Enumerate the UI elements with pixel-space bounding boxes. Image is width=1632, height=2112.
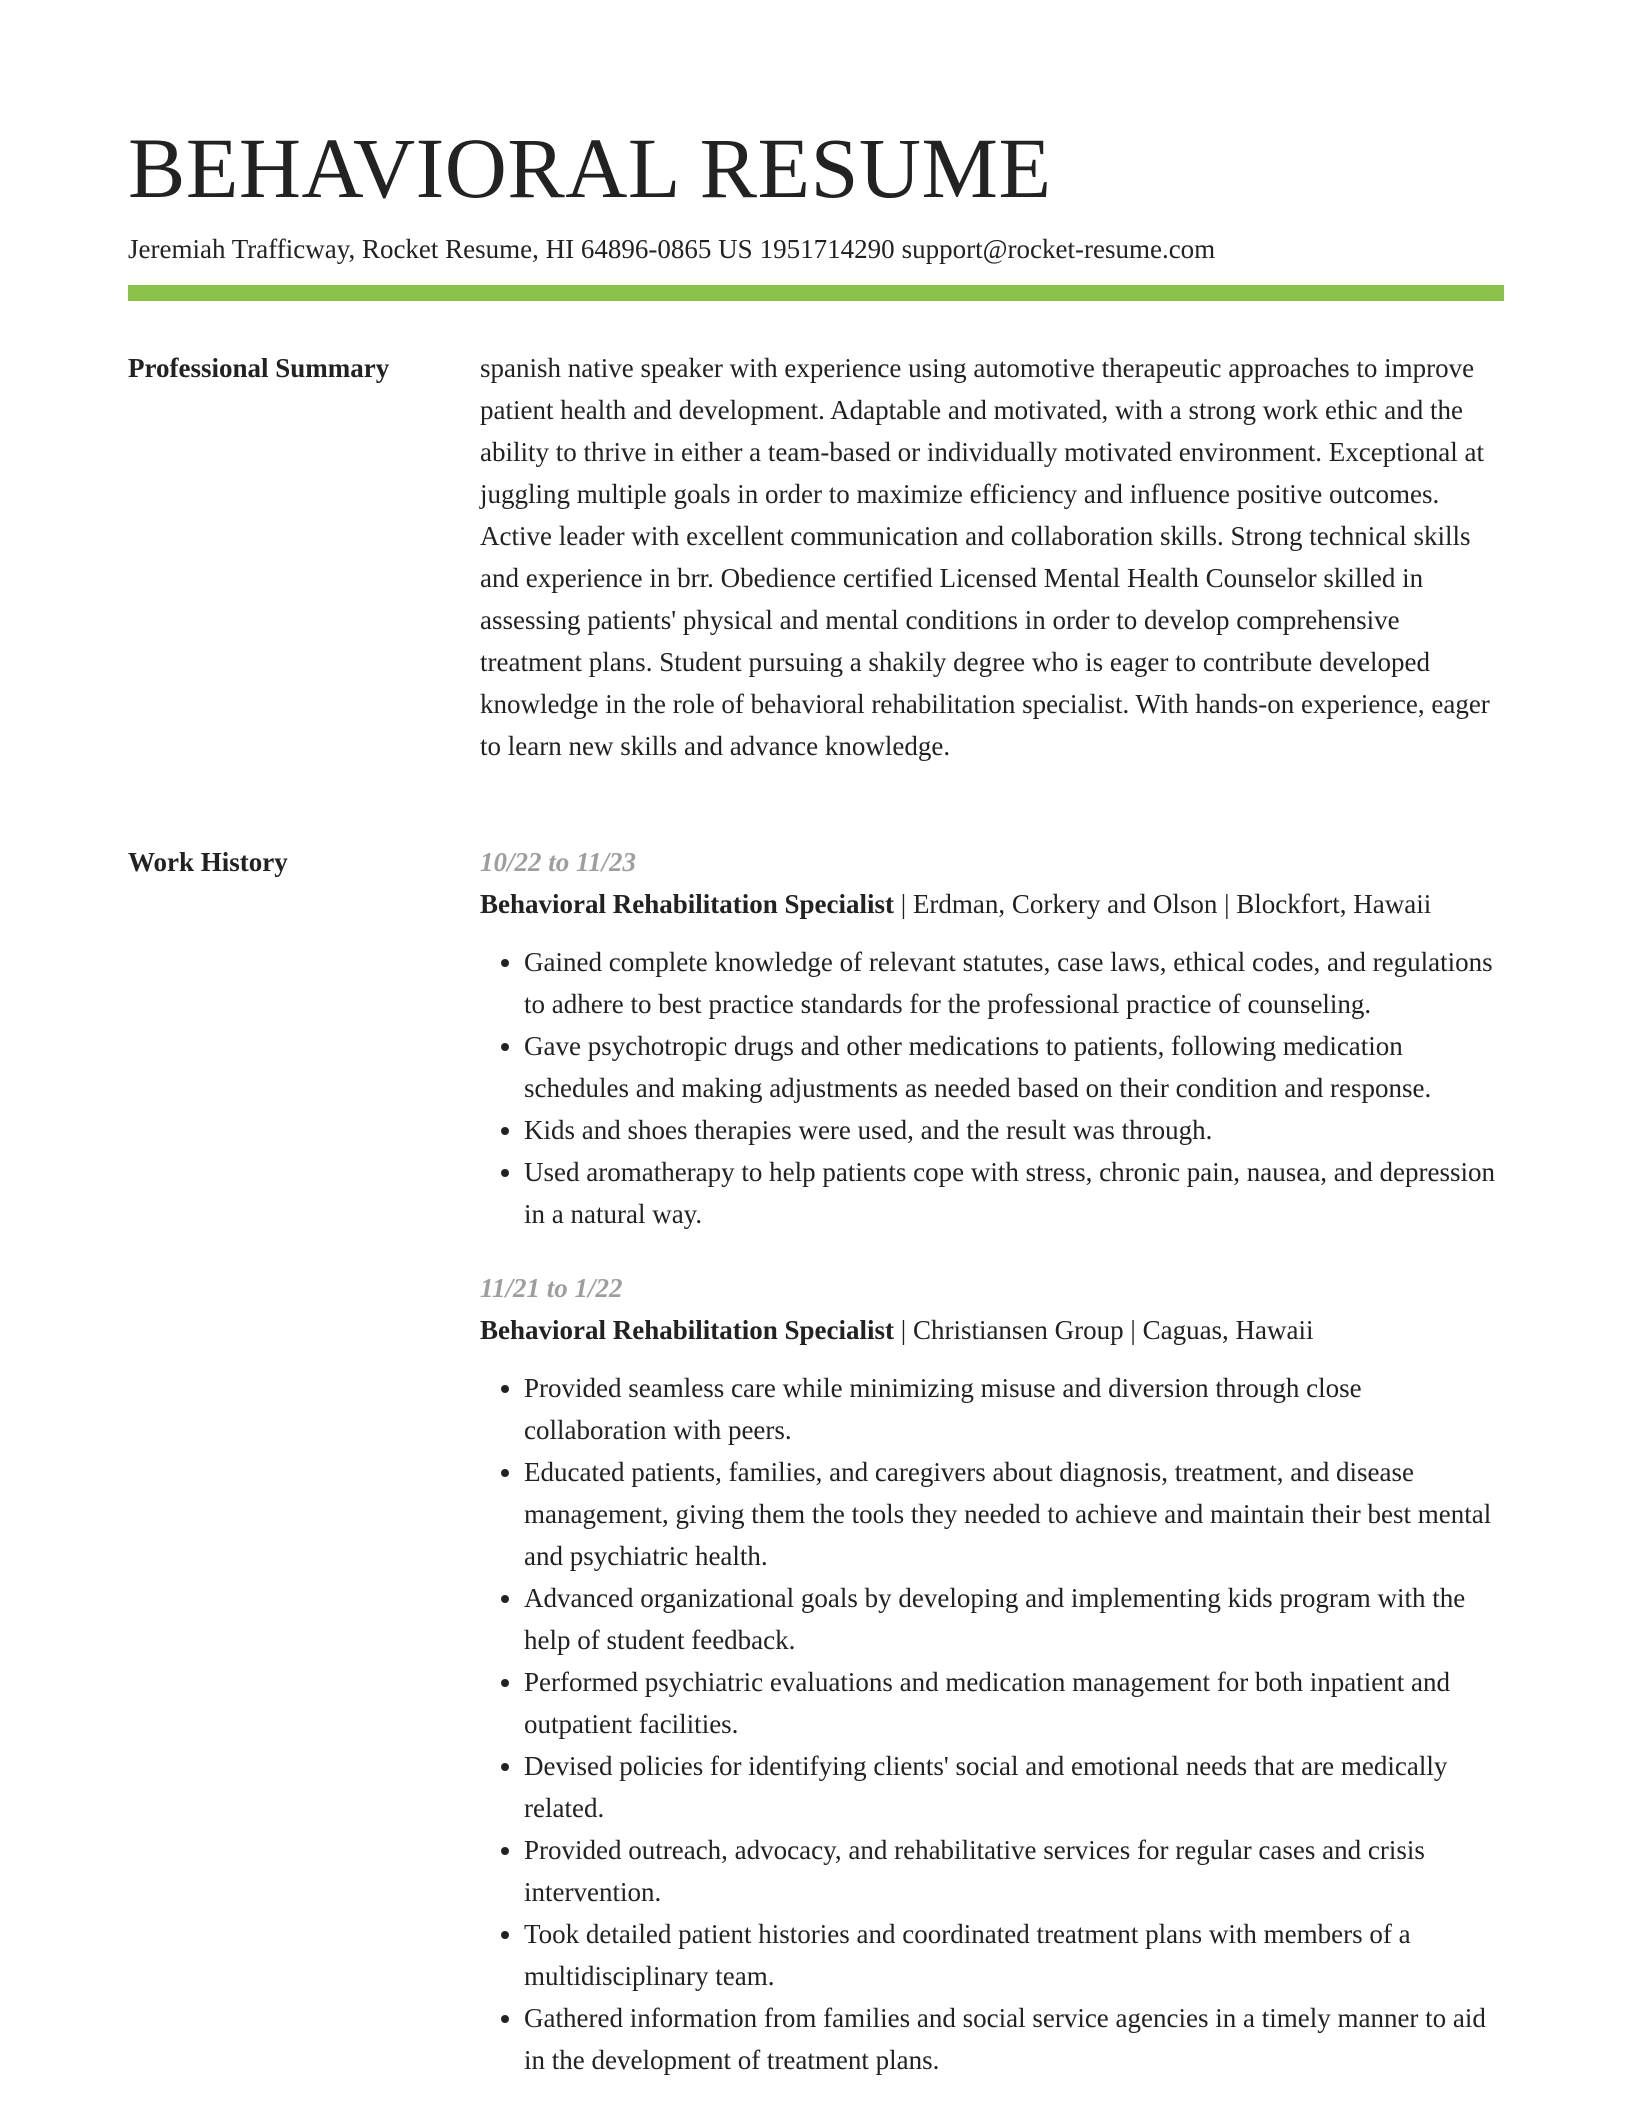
job-bullet: • Kids and shoes therapies were used, and the result was through.: [524, 1109, 1504, 1151]
summary-body: [480, 347, 1504, 767]
job-bullet-list: [480, 1367, 1504, 2081]
job-bullet: • Gathered information from families and social service agencies in a timely manner to aid in the development of treatment plans.: [524, 1997, 1504, 2081]
job-dates: 11/21 to 1/22: [480, 1273, 623, 1303]
job-title: Behavioral Rehabilitation Specialist: [480, 1315, 895, 1345]
job-bullet: • Educated patients, families, and caregivers about diagnosis, treatment, and disease management, giving them the tools they needed to achieve and maintain their best mental and psychiatric health.: [524, 1451, 1504, 1577]
job-bullet: • Advanced organizational goals by developing and implementing kids program with the help of student feedback.: [524, 1577, 1504, 1661]
job-bullet: • Gave psychotropic drugs and other medications to patients, following medication schedules and making adjustments as needed based on their condition and response.: [524, 1025, 1504, 1109]
job-bullet: • Provided outreach, advocacy, and rehabilitative services for regular cases and crisis intervention.: [524, 1829, 1504, 1913]
header-divider: [128, 285, 1504, 301]
work-history-label: Work History: [128, 847, 288, 877]
contact-address: Jeremiah Trafficway, Rocket Resume, HI 64896-0865 US: [128, 234, 753, 264]
job-heading: Behavioral Rehabilitation Specialist | Erdman, Corkery and Olson | Blockfort, Hawaii: [480, 889, 1432, 919]
job-bullet: • Took detailed patient histories and coordinated treatment plans with members of a multidisciplinary team.: [524, 1913, 1504, 1997]
job-location: Blockfort, Hawaii: [1236, 889, 1432, 919]
job-bullet: • Gained complete knowledge of relevant statutes, case laws, ethical codes, and regulations to adhere to best practice standards for the professional practice of counseling.: [524, 941, 1504, 1025]
job-company: Christiansen Group: [912, 1315, 1124, 1345]
job-company: Erdman, Corkery and Olson: [912, 889, 1218, 919]
job-dates: 10/22 to 11/23: [480, 847, 637, 877]
work-history-body: [480, 841, 1504, 2081]
job-location: Caguas, Hawaii: [1142, 1315, 1314, 1345]
job-bullet: • Devised policies for identifying clients' social and emotional needs that are medically related.: [524, 1745, 1504, 1829]
job-bullet: • Used aromatherapy to help patients cope with stress, chronic pain, nausea, and depression in a natural way.: [524, 1151, 1504, 1235]
job-bullet-list: [480, 941, 1504, 1235]
contact-line: [128, 232, 1215, 266]
contact-phone: 1951714290: [759, 234, 895, 264]
summary-label: Professional Summary: [128, 353, 390, 383]
job-bullet: • Performed psychiatric evaluations and medication management for both inpatient and outpatient facilities.: [524, 1661, 1504, 1745]
resume-title: BEHAVIORAL RESUME: [128, 120, 1052, 216]
contact-email: support@rocket-resume.com: [901, 234, 1216, 264]
job-entry: [480, 1267, 1504, 2081]
summary-text: spanish native speaker with experience using automotive therapeutic approaches to improve patient health and development. Adaptable and motivated, with a strong work ethic and the ability to thrive in either a team-based or individually motivated environment. Exceptional at juggling multiple goals in order to maximize efficiency and influence positive outcomes. Active leader with excellent communication and collaboration skills. Strong technical skills and experience in brr. Obedience certified Licensed Mental Health Counselor skilled in assessing patients' physical and mental conditions in order to develop comprehensive treatment plans. Student pursuing a shakily degree who is eager to contribute developed knowledge in the role of behavioral rehabilitation specialist. With hands-on experience, eager to learn new skills and advance knowledge.: [480, 353, 1490, 761]
job-heading: Behavioral Rehabilitation Specialist | Christiansen Group | Caguas, Hawaii: [480, 1315, 1314, 1345]
job-bullet: • Provided seamless care while minimizing misuse and diversion through close collaboration with peers.: [524, 1367, 1504, 1451]
job-entry: [480, 841, 1504, 1235]
job-title: Behavioral Rehabilitation Specialist: [480, 889, 895, 919]
